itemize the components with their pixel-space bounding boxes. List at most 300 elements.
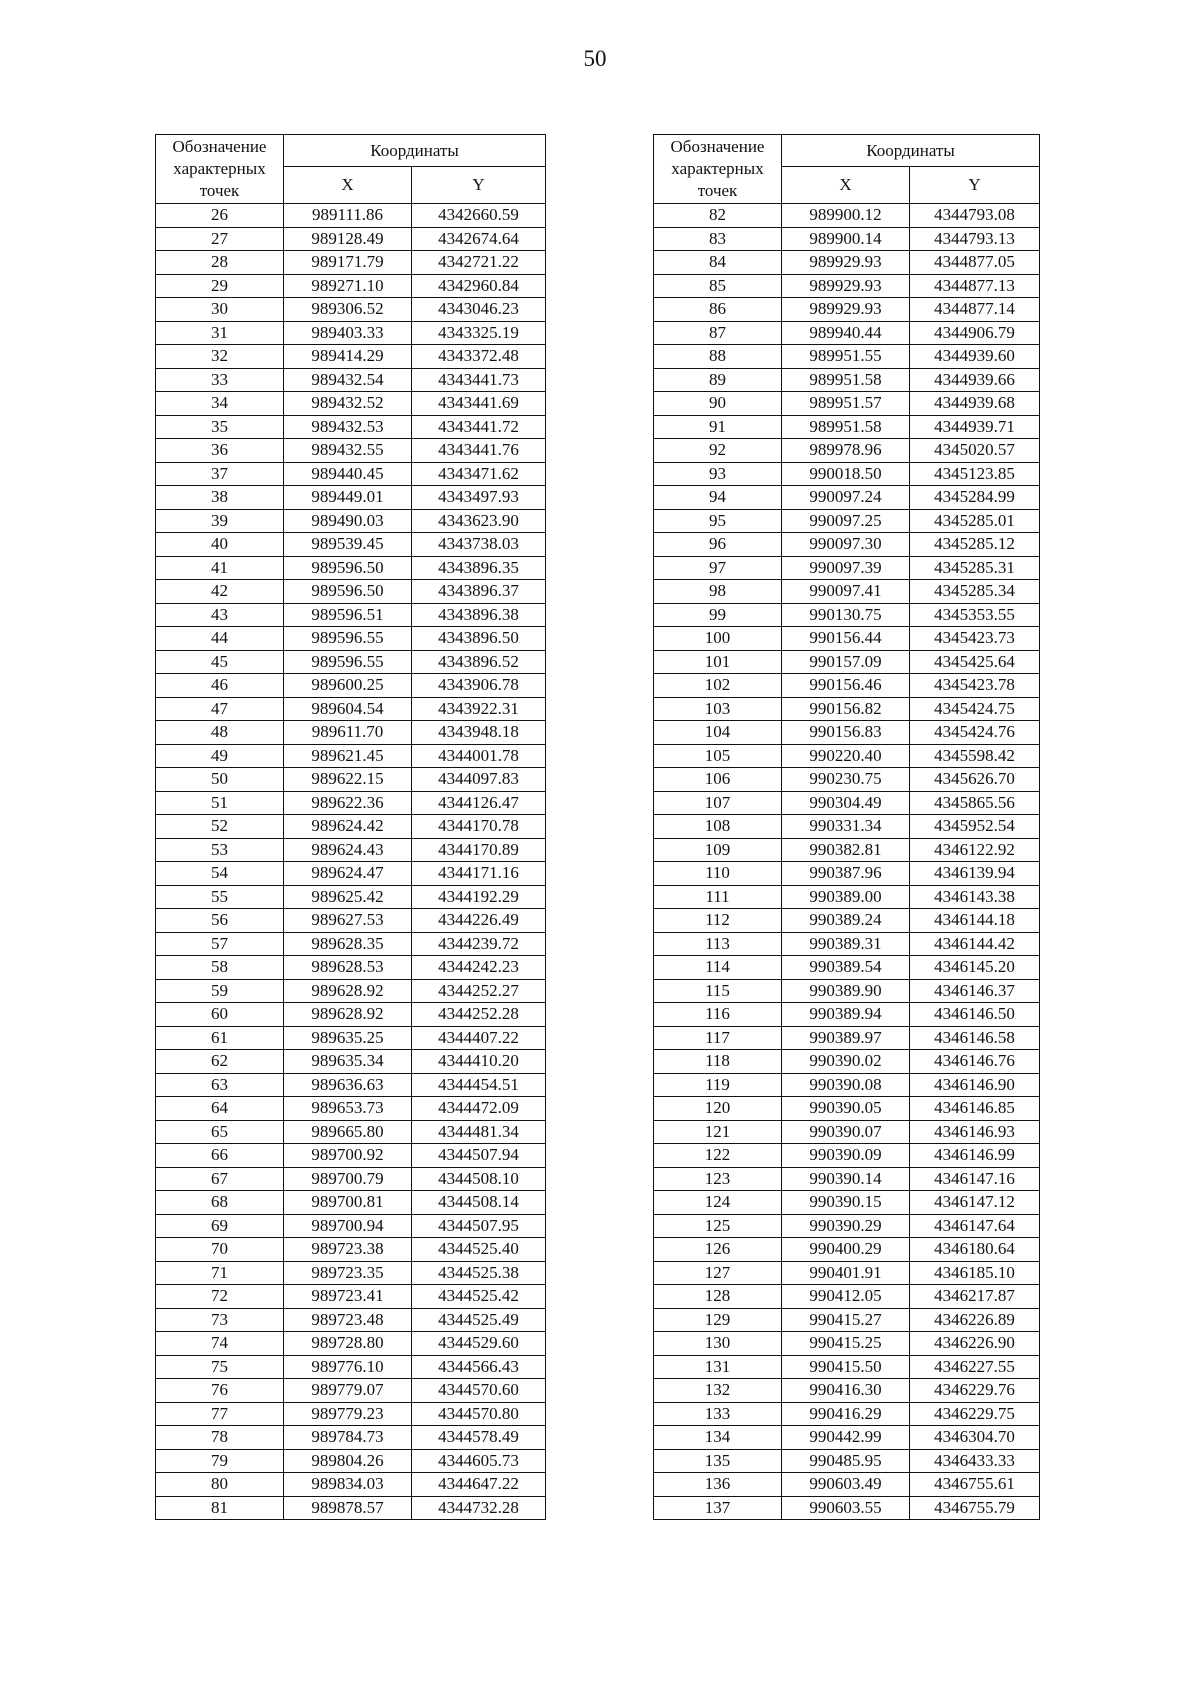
y-coordinate-cell: 4344525.40 bbox=[412, 1238, 546, 1262]
point-id-cell: 75 bbox=[156, 1355, 284, 1379]
table-row bbox=[654, 556, 1040, 580]
x-coordinate-cell: 990097.25 bbox=[782, 509, 910, 533]
x-coordinate-cell: 989624.47 bbox=[284, 862, 412, 886]
y-coordinate-cell: 4346185.10 bbox=[910, 1261, 1040, 1285]
y-coordinate-cell: 4344939.66 bbox=[910, 368, 1040, 392]
y-coordinate-cell: 4343896.35 bbox=[412, 556, 546, 580]
table-row bbox=[156, 556, 546, 580]
x-coordinate-cell: 990382.81 bbox=[782, 838, 910, 862]
designation-header: Обозначение характерных точек bbox=[654, 135, 782, 204]
x-coordinate-cell: 989624.43 bbox=[284, 838, 412, 862]
y-coordinate-cell: 4342721.22 bbox=[412, 251, 546, 275]
x-coordinate-cell: 989111.86 bbox=[284, 204, 412, 228]
point-id-cell: 82 bbox=[654, 204, 782, 228]
point-id-cell: 36 bbox=[156, 439, 284, 463]
x-coordinate-cell: 989978.96 bbox=[782, 439, 910, 463]
x-coordinate-cell: 990387.96 bbox=[782, 862, 910, 886]
table-row bbox=[156, 791, 546, 815]
y-coordinate-cell: 4345626.70 bbox=[910, 768, 1040, 792]
table-row bbox=[156, 1003, 546, 1027]
table-row bbox=[156, 838, 546, 862]
x-coordinate-cell: 990097.24 bbox=[782, 486, 910, 510]
table-row bbox=[156, 1379, 546, 1403]
y-coordinate-cell: 4344793.08 bbox=[910, 204, 1040, 228]
table-row bbox=[654, 885, 1040, 909]
x-coordinate-cell: 990415.50 bbox=[782, 1355, 910, 1379]
point-id-cell: 105 bbox=[654, 744, 782, 768]
point-id-cell: 49 bbox=[156, 744, 284, 768]
y-coordinate-cell: 4344732.28 bbox=[412, 1496, 546, 1520]
y-coordinate-cell: 4346147.16 bbox=[910, 1167, 1040, 1191]
point-id-cell: 44 bbox=[156, 627, 284, 651]
x-coordinate-cell: 989621.45 bbox=[284, 744, 412, 768]
x-coordinate-cell: 989440.45 bbox=[284, 462, 412, 486]
table-row bbox=[156, 768, 546, 792]
y-coordinate-cell: 4346139.94 bbox=[910, 862, 1040, 886]
x-coordinate-cell: 990442.99 bbox=[782, 1426, 910, 1450]
table-row bbox=[654, 1308, 1040, 1332]
table-row bbox=[654, 815, 1040, 839]
point-id-cell: 96 bbox=[654, 533, 782, 557]
y-coordinate-cell: 4343441.69 bbox=[412, 392, 546, 416]
y-coordinate-cell: 4344877.05 bbox=[910, 251, 1040, 275]
y-coordinate-cell: 4343922.31 bbox=[412, 697, 546, 721]
x-coordinate-cell: 989432.53 bbox=[284, 415, 412, 439]
point-id-cell: 115 bbox=[654, 979, 782, 1003]
point-id-cell: 121 bbox=[654, 1120, 782, 1144]
y-coordinate-cell: 4343325.19 bbox=[412, 321, 546, 345]
x-coordinate-cell: 990401.91 bbox=[782, 1261, 910, 1285]
x-coordinate-cell: 989779.07 bbox=[284, 1379, 412, 1403]
point-id-cell: 73 bbox=[156, 1308, 284, 1332]
x-coordinate-cell: 989784.73 bbox=[284, 1426, 412, 1450]
x-coordinate-cell: 990390.07 bbox=[782, 1120, 910, 1144]
point-id-cell: 107 bbox=[654, 791, 782, 815]
point-id-cell: 60 bbox=[156, 1003, 284, 1027]
table-row bbox=[156, 251, 546, 275]
y-coordinate-cell: 4343896.38 bbox=[412, 603, 546, 627]
table-row bbox=[654, 838, 1040, 862]
x-coordinate-cell: 989596.51 bbox=[284, 603, 412, 627]
y-coordinate-cell: 4344170.78 bbox=[412, 815, 546, 839]
x-coordinate-cell: 990156.82 bbox=[782, 697, 910, 721]
table-row bbox=[654, 1285, 1040, 1309]
y-coordinate-cell: 4344508.14 bbox=[412, 1191, 546, 1215]
table-row bbox=[156, 627, 546, 651]
point-id-cell: 133 bbox=[654, 1402, 782, 1426]
point-id-cell: 93 bbox=[654, 462, 782, 486]
x-coordinate-cell: 990415.27 bbox=[782, 1308, 910, 1332]
x-coordinate-cell: 989700.79 bbox=[284, 1167, 412, 1191]
table-row bbox=[654, 1191, 1040, 1215]
x-coordinate-cell: 990390.02 bbox=[782, 1050, 910, 1074]
table-row bbox=[654, 627, 1040, 651]
x-coordinate-cell: 989700.81 bbox=[284, 1191, 412, 1215]
y-coordinate-cell: 4345285.34 bbox=[910, 580, 1040, 604]
table-row bbox=[156, 580, 546, 604]
point-id-cell: 31 bbox=[156, 321, 284, 345]
y-coordinate-cell: 4346146.85 bbox=[910, 1097, 1040, 1121]
y-coordinate-cell: 4345285.31 bbox=[910, 556, 1040, 580]
x-coordinate-cell: 990220.40 bbox=[782, 744, 910, 768]
x-coordinate-cell: 989940.44 bbox=[782, 321, 910, 345]
x-coordinate-cell: 989271.10 bbox=[284, 274, 412, 298]
table-row bbox=[654, 1214, 1040, 1238]
table-row bbox=[156, 1285, 546, 1309]
point-id-cell: 120 bbox=[654, 1097, 782, 1121]
table-row bbox=[654, 533, 1040, 557]
table-row bbox=[156, 815, 546, 839]
table-row bbox=[654, 298, 1040, 322]
x-coordinate-cell: 989723.35 bbox=[284, 1261, 412, 1285]
table-row bbox=[654, 1144, 1040, 1168]
point-id-cell: 118 bbox=[654, 1050, 782, 1074]
table-row bbox=[156, 392, 546, 416]
table-row bbox=[156, 345, 546, 369]
x-coordinate-cell: 989432.54 bbox=[284, 368, 412, 392]
x-coordinate-cell: 989951.58 bbox=[782, 415, 910, 439]
table-row bbox=[654, 1473, 1040, 1497]
y-coordinate-cell: 4344170.89 bbox=[412, 838, 546, 862]
x-coordinate-cell: 989804.26 bbox=[284, 1449, 412, 1473]
table-row bbox=[654, 1120, 1040, 1144]
y-coordinate-cell: 4345123.85 bbox=[910, 462, 1040, 486]
point-id-cell: 55 bbox=[156, 885, 284, 909]
table-row bbox=[654, 1026, 1040, 1050]
y-coordinate-cell: 4345284.99 bbox=[910, 486, 1040, 510]
point-id-cell: 104 bbox=[654, 721, 782, 745]
y-coordinate-cell: 4346229.75 bbox=[910, 1402, 1040, 1426]
x-coordinate-cell: 989596.55 bbox=[284, 650, 412, 674]
table-row bbox=[156, 603, 546, 627]
y-coordinate-cell: 4345952.54 bbox=[910, 815, 1040, 839]
y-coordinate-cell: 4346226.89 bbox=[910, 1308, 1040, 1332]
table-row bbox=[654, 1073, 1040, 1097]
x-coordinate-cell: 989539.45 bbox=[284, 533, 412, 557]
point-id-cell: 38 bbox=[156, 486, 284, 510]
point-id-cell: 92 bbox=[654, 439, 782, 463]
point-id-cell: 77 bbox=[156, 1402, 284, 1426]
x-coordinate-cell: 989951.57 bbox=[782, 392, 910, 416]
table-row bbox=[156, 1308, 546, 1332]
table-row bbox=[156, 956, 546, 980]
table-row bbox=[654, 1097, 1040, 1121]
x-coordinate-cell: 989929.93 bbox=[782, 298, 910, 322]
y-coordinate-cell: 4345425.64 bbox=[910, 650, 1040, 674]
y-coordinate-cell: 4346146.58 bbox=[910, 1026, 1040, 1050]
y-coordinate-cell: 4346147.64 bbox=[910, 1214, 1040, 1238]
x-coordinate-cell: 990157.09 bbox=[782, 650, 910, 674]
x-coordinate-cell: 989432.55 bbox=[284, 439, 412, 463]
point-id-cell: 90 bbox=[654, 392, 782, 416]
x-coordinate-cell: 989306.52 bbox=[284, 298, 412, 322]
table-row bbox=[654, 1355, 1040, 1379]
y-coordinate-cell: 4345598.42 bbox=[910, 744, 1040, 768]
y-coordinate-cell: 4345423.78 bbox=[910, 674, 1040, 698]
y-coordinate-cell: 4343471.62 bbox=[412, 462, 546, 486]
x-coordinate-cell: 990389.54 bbox=[782, 956, 910, 980]
point-id-cell: 129 bbox=[654, 1308, 782, 1332]
point-id-cell: 37 bbox=[156, 462, 284, 486]
x-coordinate-cell: 989611.70 bbox=[284, 721, 412, 745]
point-id-cell: 137 bbox=[654, 1496, 782, 1520]
point-id-cell: 54 bbox=[156, 862, 284, 886]
point-id-cell: 34 bbox=[156, 392, 284, 416]
y-coordinate-cell: 4344481.34 bbox=[412, 1120, 546, 1144]
x-coordinate-cell: 989951.58 bbox=[782, 368, 910, 392]
y-coordinate-cell: 4344939.68 bbox=[910, 392, 1040, 416]
table-row bbox=[654, 768, 1040, 792]
y-coordinate-cell: 4346146.99 bbox=[910, 1144, 1040, 1168]
x-coordinate-cell: 990416.29 bbox=[782, 1402, 910, 1426]
table-row bbox=[654, 1167, 1040, 1191]
x-coordinate-cell: 989900.14 bbox=[782, 227, 910, 251]
x-coordinate-cell: 990389.97 bbox=[782, 1026, 910, 1050]
table-row bbox=[654, 650, 1040, 674]
point-id-cell: 45 bbox=[156, 650, 284, 674]
point-id-cell: 65 bbox=[156, 1120, 284, 1144]
x-coordinate-cell: 990412.05 bbox=[782, 1285, 910, 1309]
table-row bbox=[156, 1402, 546, 1426]
x-coordinate-cell: 989414.29 bbox=[284, 345, 412, 369]
y-coordinate-cell: 4344097.83 bbox=[412, 768, 546, 792]
table-row bbox=[654, 368, 1040, 392]
x-coordinate-cell: 989834.03 bbox=[284, 1473, 412, 1497]
y-coordinate-cell: 4346146.76 bbox=[910, 1050, 1040, 1074]
table-row bbox=[156, 439, 546, 463]
y-coordinate-cell: 4344171.16 bbox=[412, 862, 546, 886]
y-coordinate-cell: 4342674.64 bbox=[412, 227, 546, 251]
point-id-cell: 130 bbox=[654, 1332, 782, 1356]
y-coordinate-cell: 4345423.73 bbox=[910, 627, 1040, 651]
table-row bbox=[156, 1097, 546, 1121]
point-id-cell: 83 bbox=[654, 227, 782, 251]
x-header: X bbox=[284, 167, 412, 204]
x-coordinate-cell: 990389.00 bbox=[782, 885, 910, 909]
y-coordinate-cell: 4346146.50 bbox=[910, 1003, 1040, 1027]
table-row bbox=[654, 1332, 1040, 1356]
point-id-cell: 43 bbox=[156, 603, 284, 627]
table-row bbox=[654, 1426, 1040, 1450]
point-id-cell: 123 bbox=[654, 1167, 782, 1191]
point-id-cell: 76 bbox=[156, 1379, 284, 1403]
y-header: Y bbox=[910, 167, 1040, 204]
y-coordinate-cell: 4345285.01 bbox=[910, 509, 1040, 533]
table-row bbox=[654, 1050, 1040, 1074]
y-coordinate-cell: 4346122.92 bbox=[910, 838, 1040, 862]
table-row bbox=[156, 321, 546, 345]
coordinates-table-right bbox=[653, 134, 1040, 1520]
point-id-cell: 80 bbox=[156, 1473, 284, 1497]
table-row bbox=[156, 1355, 546, 1379]
point-id-cell: 56 bbox=[156, 909, 284, 933]
y-coordinate-cell: 4346146.37 bbox=[910, 979, 1040, 1003]
point-id-cell: 33 bbox=[156, 368, 284, 392]
table-row bbox=[156, 274, 546, 298]
table-row bbox=[654, 227, 1040, 251]
table-row bbox=[654, 909, 1040, 933]
y-coordinate-cell: 4344472.09 bbox=[412, 1097, 546, 1121]
table-row bbox=[654, 1379, 1040, 1403]
y-coordinate-cell: 4343372.48 bbox=[412, 345, 546, 369]
x-coordinate-cell: 990416.30 bbox=[782, 1379, 910, 1403]
table-row bbox=[156, 415, 546, 439]
y-coordinate-cell: 4344407.22 bbox=[412, 1026, 546, 1050]
x-coordinate-cell: 989951.55 bbox=[782, 345, 910, 369]
point-id-cell: 86 bbox=[654, 298, 782, 322]
page-number: 50 bbox=[583, 46, 607, 71]
y-coordinate-cell: 4346227.55 bbox=[910, 1355, 1040, 1379]
x-coordinate-cell: 990097.39 bbox=[782, 556, 910, 580]
point-id-cell: 79 bbox=[156, 1449, 284, 1473]
y-coordinate-cell: 4343906.78 bbox=[412, 674, 546, 698]
table-row bbox=[156, 1426, 546, 1450]
y-coordinate-cell: 4344529.60 bbox=[412, 1332, 546, 1356]
y-coordinate-cell: 4344525.42 bbox=[412, 1285, 546, 1309]
y-coordinate-cell: 4346229.76 bbox=[910, 1379, 1040, 1403]
y-coordinate-cell: 4343497.93 bbox=[412, 486, 546, 510]
x-coordinate-cell: 990390.15 bbox=[782, 1191, 910, 1215]
point-id-cell: 29 bbox=[156, 274, 284, 298]
table-row bbox=[156, 979, 546, 1003]
x-coordinate-cell: 990390.09 bbox=[782, 1144, 910, 1168]
y-coordinate-cell: 4345424.76 bbox=[910, 721, 1040, 745]
x-coordinate-cell: 990603.55 bbox=[782, 1496, 910, 1520]
coordinates-header: Координаты bbox=[782, 135, 1040, 167]
y-coordinate-cell: 4346144.42 bbox=[910, 932, 1040, 956]
x-coordinate-cell: 990389.24 bbox=[782, 909, 910, 933]
y-coordinate-cell: 4343738.03 bbox=[412, 533, 546, 557]
point-id-cell: 117 bbox=[654, 1026, 782, 1050]
y-coordinate-cell: 4346147.12 bbox=[910, 1191, 1040, 1215]
y-coordinate-cell: 4345285.12 bbox=[910, 533, 1040, 557]
table-row bbox=[156, 1261, 546, 1285]
point-id-cell: 119 bbox=[654, 1073, 782, 1097]
y-coordinate-cell: 4343046.23 bbox=[412, 298, 546, 322]
y-coordinate-cell: 4346304.70 bbox=[910, 1426, 1040, 1450]
table-row bbox=[156, 932, 546, 956]
point-id-cell: 64 bbox=[156, 1097, 284, 1121]
table-row bbox=[654, 932, 1040, 956]
point-id-cell: 128 bbox=[654, 1285, 782, 1309]
point-id-cell: 66 bbox=[156, 1144, 284, 1168]
y-coordinate-cell: 4345353.55 bbox=[910, 603, 1040, 627]
x-coordinate-cell: 989723.48 bbox=[284, 1308, 412, 1332]
table-row bbox=[654, 1496, 1040, 1520]
x-coordinate-cell: 989625.42 bbox=[284, 885, 412, 909]
y-coordinate-cell: 4345865.56 bbox=[910, 791, 1040, 815]
point-id-cell: 69 bbox=[156, 1214, 284, 1238]
x-coordinate-cell: 989723.38 bbox=[284, 1238, 412, 1262]
x-coordinate-cell: 990156.46 bbox=[782, 674, 910, 698]
point-id-cell: 42 bbox=[156, 580, 284, 604]
table-body-right bbox=[654, 204, 1040, 1520]
point-id-cell: 78 bbox=[156, 1426, 284, 1450]
table-row bbox=[654, 721, 1040, 745]
y-coordinate-cell: 4344525.49 bbox=[412, 1308, 546, 1332]
y-coordinate-cell: 4343896.37 bbox=[412, 580, 546, 604]
x-coordinate-cell: 989723.41 bbox=[284, 1285, 412, 1309]
point-id-cell: 85 bbox=[654, 274, 782, 298]
table-row bbox=[654, 862, 1040, 886]
table-row bbox=[156, 1144, 546, 1168]
table-row bbox=[654, 1402, 1040, 1426]
table-row bbox=[156, 298, 546, 322]
table-row bbox=[156, 674, 546, 698]
point-id-cell: 111 bbox=[654, 885, 782, 909]
x-coordinate-cell: 989622.36 bbox=[284, 791, 412, 815]
y-coordinate-cell: 4346180.64 bbox=[910, 1238, 1040, 1262]
point-id-cell: 47 bbox=[156, 697, 284, 721]
table-row bbox=[654, 1449, 1040, 1473]
x-coordinate-cell: 990389.90 bbox=[782, 979, 910, 1003]
point-id-cell: 132 bbox=[654, 1379, 782, 1403]
table-row bbox=[156, 1238, 546, 1262]
point-id-cell: 81 bbox=[156, 1496, 284, 1520]
point-id-cell: 50 bbox=[156, 768, 284, 792]
y-coordinate-cell: 4346433.33 bbox=[910, 1449, 1040, 1473]
point-id-cell: 52 bbox=[156, 815, 284, 839]
y-coordinate-cell: 4344793.13 bbox=[910, 227, 1040, 251]
x-coordinate-cell: 989653.73 bbox=[284, 1097, 412, 1121]
table-row bbox=[654, 580, 1040, 604]
y-coordinate-cell: 4343441.73 bbox=[412, 368, 546, 392]
point-id-cell: 122 bbox=[654, 1144, 782, 1168]
coordinates-table-left bbox=[155, 134, 546, 1520]
point-id-cell: 46 bbox=[156, 674, 284, 698]
table-row bbox=[156, 1050, 546, 1074]
y-coordinate-cell: 4344226.49 bbox=[412, 909, 546, 933]
y-coordinate-cell: 4344578.49 bbox=[412, 1426, 546, 1450]
x-coordinate-cell: 989596.55 bbox=[284, 627, 412, 651]
table-row bbox=[156, 697, 546, 721]
x-coordinate-cell: 989878.57 bbox=[284, 1496, 412, 1520]
y-coordinate-cell: 4344939.60 bbox=[910, 345, 1040, 369]
table-row bbox=[156, 1473, 546, 1497]
point-id-cell: 103 bbox=[654, 697, 782, 721]
y-coordinate-cell: 4344126.47 bbox=[412, 791, 546, 815]
y-coordinate-cell: 4344877.14 bbox=[910, 298, 1040, 322]
point-id-cell: 99 bbox=[654, 603, 782, 627]
x-coordinate-cell: 989622.15 bbox=[284, 768, 412, 792]
table-row bbox=[156, 1214, 546, 1238]
table-row bbox=[156, 885, 546, 909]
point-id-cell: 131 bbox=[654, 1355, 782, 1379]
x-coordinate-cell: 989628.35 bbox=[284, 932, 412, 956]
x-coordinate-cell: 989900.12 bbox=[782, 204, 910, 228]
table-row bbox=[156, 1449, 546, 1473]
table-row bbox=[654, 674, 1040, 698]
y-coordinate-cell: 4345020.57 bbox=[910, 439, 1040, 463]
point-id-cell: 126 bbox=[654, 1238, 782, 1262]
x-coordinate-cell: 989635.34 bbox=[284, 1050, 412, 1074]
point-id-cell: 28 bbox=[156, 251, 284, 275]
table-row bbox=[156, 462, 546, 486]
x-coordinate-cell: 990390.05 bbox=[782, 1097, 910, 1121]
point-id-cell: 102 bbox=[654, 674, 782, 698]
table-row bbox=[156, 1120, 546, 1144]
y-coordinate-cell: 4344570.60 bbox=[412, 1379, 546, 1403]
table-row bbox=[156, 1332, 546, 1356]
table-row bbox=[156, 509, 546, 533]
y-coordinate-cell: 4346755.79 bbox=[910, 1496, 1040, 1520]
point-id-cell: 108 bbox=[654, 815, 782, 839]
point-id-cell: 62 bbox=[156, 1050, 284, 1074]
table-row bbox=[654, 251, 1040, 275]
x-coordinate-cell: 989929.93 bbox=[782, 274, 910, 298]
x-coordinate-cell: 989596.50 bbox=[284, 556, 412, 580]
table-row bbox=[654, 439, 1040, 463]
